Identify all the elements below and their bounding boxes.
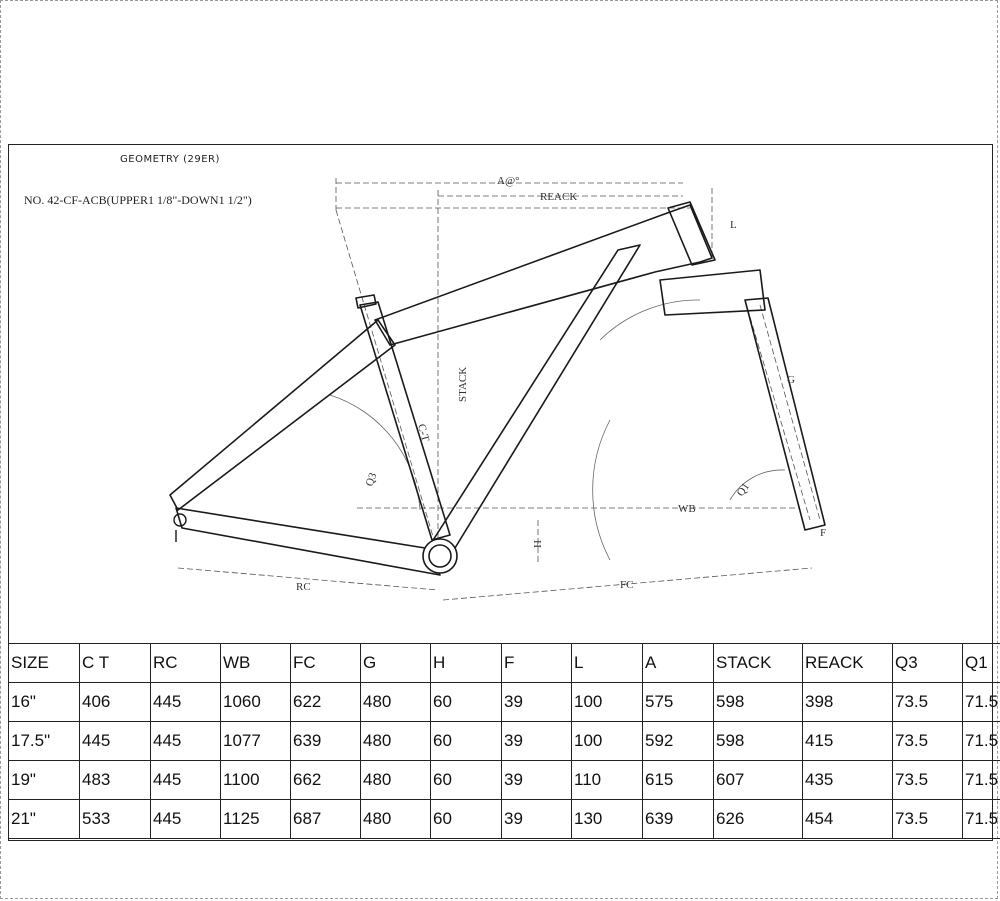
- seat-tube: [360, 302, 450, 540]
- ct-label: C-T: [415, 422, 432, 443]
- table-cell: 71.5: [963, 683, 1000, 722]
- table-cell: 16": [9, 683, 80, 722]
- column-header: STACK: [714, 644, 803, 683]
- column-header: L: [572, 644, 643, 683]
- table-cell: 71.5: [963, 722, 1000, 761]
- chain-stay: [176, 508, 440, 575]
- wb-arc: [593, 420, 610, 560]
- table-cell: 445: [151, 683, 221, 722]
- table-cell: 60: [431, 722, 502, 761]
- table-cell: 662: [291, 761, 361, 800]
- f-label: F: [820, 527, 827, 539]
- table-cell: 639: [643, 800, 714, 839]
- bottom-bracket-inner: [429, 545, 451, 567]
- table-cell: 592: [643, 722, 714, 761]
- a-label: A@°: [497, 175, 520, 187]
- table-cell: 60: [431, 761, 502, 800]
- table-cell: 415: [803, 722, 893, 761]
- geometry-title: GEOMETRY (29ER): [120, 154, 220, 165]
- table-cell: 445: [151, 722, 221, 761]
- table-cell: 687: [291, 800, 361, 839]
- table-cell: 1077: [221, 722, 291, 761]
- table-cell: 110: [572, 761, 643, 800]
- g-dim-line: [760, 305, 820, 520]
- table-cell: 622: [291, 683, 361, 722]
- table-cell: 130: [572, 800, 643, 839]
- table-cell: 615: [643, 761, 714, 800]
- head-arc: [600, 300, 700, 340]
- table-cell: 639: [291, 722, 361, 761]
- l-label: L: [730, 219, 737, 231]
- column-header: A: [643, 644, 714, 683]
- table-row: [9, 683, 1000, 722]
- column-header: Q3: [893, 644, 963, 683]
- fork-leg: [745, 298, 825, 530]
- table-cell: 60: [431, 800, 502, 839]
- seat-angle-line: [336, 210, 440, 560]
- column-header: C T: [80, 644, 151, 683]
- column-header: RC: [151, 644, 221, 683]
- table-cell: 39: [502, 761, 572, 800]
- top-tube: [375, 205, 712, 345]
- table-cell: 598: [714, 722, 803, 761]
- fork-crown: [660, 270, 765, 315]
- table-cell: 445: [80, 722, 151, 761]
- q3-arc: [330, 395, 420, 510]
- table-cell: 17.5": [9, 722, 80, 761]
- table-cell: 533: [80, 800, 151, 839]
- table-cell: 1060: [221, 683, 291, 722]
- table-cell: 73.5: [893, 722, 963, 761]
- table-cell: 480: [361, 722, 431, 761]
- table-cell: 575: [643, 683, 714, 722]
- geometry-table: [8, 643, 1000, 839]
- table-cell: 1100: [221, 761, 291, 800]
- table-cell: 73.5: [893, 683, 963, 722]
- table-cell: 598: [714, 683, 803, 722]
- column-header: SIZE: [9, 644, 80, 683]
- table-cell: 480: [361, 761, 431, 800]
- table-cell: 480: [361, 800, 431, 839]
- table-cell: 445: [151, 800, 221, 839]
- seat-stay: [170, 320, 395, 510]
- table-cell: 73.5: [893, 800, 963, 839]
- table-cell: 100: [572, 683, 643, 722]
- column-header: WB: [221, 644, 291, 683]
- table-cell: 39: [502, 722, 572, 761]
- q1-label: Q1: [734, 480, 753, 499]
- seat-post-top: [356, 295, 376, 308]
- table-cell: 73.5: [893, 761, 963, 800]
- table-cell: 398: [803, 683, 893, 722]
- table-cell: 100: [572, 722, 643, 761]
- table-cell: 626: [714, 800, 803, 839]
- table-cell: 39: [502, 683, 572, 722]
- column-header: FC: [291, 644, 361, 683]
- table-cell: 71.5: [963, 761, 1000, 800]
- head-tube: [668, 202, 715, 265]
- table-cell: 454: [803, 800, 893, 839]
- column-header: F: [502, 644, 572, 683]
- h-label: H: [531, 540, 543, 548]
- table-cell: 406: [80, 683, 151, 722]
- table-cell: 607: [714, 761, 803, 800]
- table-cell: 445: [151, 761, 221, 800]
- table-header-row: [9, 644, 1000, 683]
- column-header: H: [431, 644, 502, 683]
- table-cell: 21": [9, 800, 80, 839]
- table-cell: 483: [80, 761, 151, 800]
- reach-label: REACK: [540, 191, 578, 203]
- table-row: [9, 761, 1000, 800]
- table-row: [9, 722, 1000, 761]
- rc-label: RC: [296, 581, 311, 593]
- table-cell: 435: [803, 761, 893, 800]
- g-label: G: [787, 374, 795, 386]
- table-cell: 19": [9, 761, 80, 800]
- model-number: NO. 42-CF-ACB(UPPER1 1/8"-DOWN1 1/2"): [24, 193, 252, 207]
- stack-label: STACK: [457, 366, 469, 402]
- table-cell: 1125: [221, 800, 291, 839]
- table-cell: 71.5: [963, 800, 1000, 839]
- wb-label: WB: [678, 503, 696, 515]
- column-header: G: [361, 644, 431, 683]
- table-cell: 60: [431, 683, 502, 722]
- fc-label: FC: [620, 579, 634, 591]
- table-cell: 39: [502, 800, 572, 839]
- table-cell: 480: [361, 683, 431, 722]
- column-header: Q1: [963, 644, 1000, 683]
- table-row: [9, 800, 1000, 839]
- q3-label: Q3: [363, 471, 380, 489]
- column-header: REACK: [803, 644, 893, 683]
